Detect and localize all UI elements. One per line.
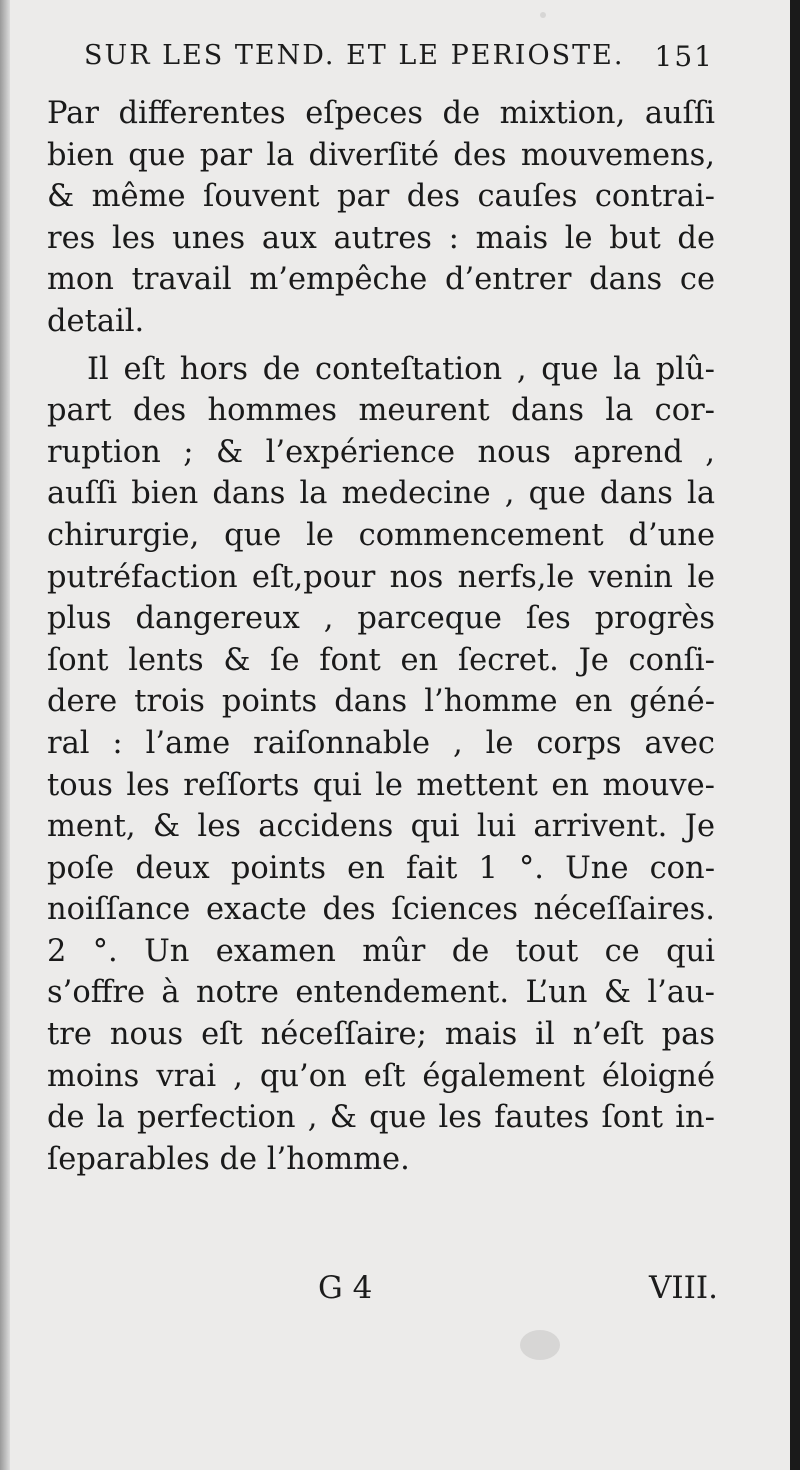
paper-speck	[540, 12, 546, 18]
catchword: VIII.	[649, 1270, 718, 1306]
text-line: Par differentes eſpeces de mixtion, auſſi	[47, 96, 715, 131]
text-line: & même ſouvent par des cauſes contrai-	[47, 179, 715, 215]
text-line: dere trois points dans l’homme en géné-	[47, 684, 715, 720]
text-line: poſe deux points en fait 1 °. Une con-	[47, 850, 715, 886]
text-line: de la perfection , & que les fautes ſont in-	[47, 1100, 715, 1136]
text-line: tous les reſſorts qui le mettent en mouve-	[47, 767, 715, 803]
running-head	[84, 40, 714, 90]
text-line: moins vrai , qu’on eſt également éloigné	[47, 1058, 715, 1094]
text-line: Il eſt hors de conteſtation , que la plû-	[87, 351, 715, 387]
text-line: plus dangereux , parceque ſes progrès	[47, 601, 715, 637]
printer-signature-mark: G 4	[318, 1270, 373, 1306]
text-line: auſſi bien dans la medecine , que dans la	[47, 476, 715, 512]
text-line: ruption ; & l’expérience nous aprend ,	[47, 434, 715, 470]
text-line: bien que par la diverſité des mouvemens,	[47, 137, 715, 173]
text-line: putréfaction eſt,pour nos nerfs,le venin le	[47, 559, 715, 595]
text-line: ral : l’ame raiſonnable , le corps avec	[47, 725, 715, 761]
text-line: chirurgie, que le commencement d’une	[47, 517, 715, 553]
text-line: ſeparables de l’homme.	[47, 1141, 410, 1177]
text-line: s’offre à notre entendement. L’un & l’au-	[47, 975, 715, 1011]
running-head-title: SUR LES TEND. ET LE PERIOSTE.	[84, 40, 625, 71]
text-line: 2 °. Un examen mûr de tout ce qui	[47, 933, 715, 969]
text-line: res les unes aux autres : mais le but de	[47, 220, 715, 256]
text-line: part des hommes meurent dans la cor-	[47, 393, 715, 429]
body-text	[47, 93, 715, 1180]
page-footer	[318, 1270, 718, 1320]
text-line: mon travail m’empêche d’entrer dans ce	[47, 262, 715, 298]
page-gutter-edge	[0, 0, 10, 1470]
page-number: 151	[654, 40, 714, 73]
text-line: tre nous eſt néceſſaire; mais il n’eſt pas	[47, 1017, 715, 1053]
text-line: ment, & les accidens qui lui arrivent. Je	[47, 809, 715, 845]
text-line: noiſſance exacte des ſciences néceſſaires.	[47, 892, 715, 928]
text-line: ſont lents & ſe font en ſecret. Je conſi-	[47, 642, 715, 678]
paper-speck	[520, 1330, 560, 1360]
text-line: detail.	[47, 303, 145, 339]
